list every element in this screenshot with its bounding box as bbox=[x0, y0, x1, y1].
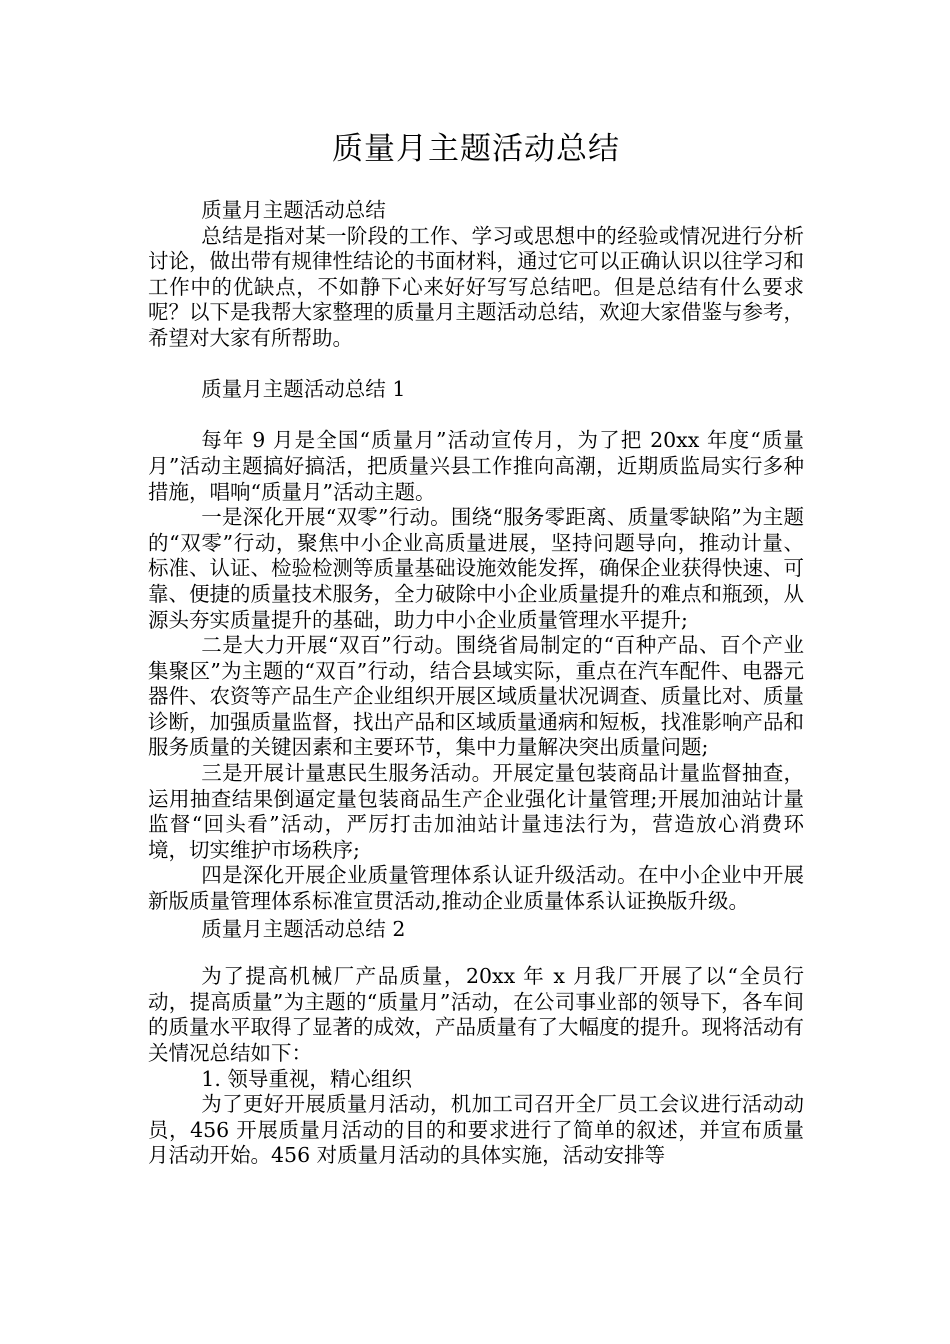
section1-paragraph-4: 三是开展计量惠民生服务活动。开展定量包装商品计量监督抽查，运用抽查结果倒逼定量包装商品生产企业强化计量管理;开展加油站计量监督“回头看”活动，严厉打击加油站计量违法行为，营造放心消费环境，切实维护市场秩序; bbox=[148, 761, 804, 862]
section2-paragraph-1: 为了提高机械厂产品质量，20xx 年 x 月我厂开展了以“全员行动，提高质量”为主题的“质量月”活动，在公司事业部的领导下，各车间的质量水平取得了显著的成效，产品质量有了大幅度的提升。现将活动有关情况总结如下： bbox=[148, 964, 804, 1065]
section1-heading: 质量月主题活动总结 1 bbox=[201, 377, 406, 402]
intro-heading: 质量月主题活动总结 bbox=[201, 198, 386, 222]
section1-paragraph-2: 一是深化开展“双零”行动。围绕“服务零距离、质量零缺陷”为主题的“双零”行动，聚焦中小企业高质量进展，坚持问题导向，推动计量、标准、认证、检验检测等质量基础设施效能发挥，确保企业获得快速、可靠、便捷的质量技术服务，全力破除中小企业质量提升的难点和瓶颈，从源头夯实质量提升的基础，助力中小企业质量管理水平提升; bbox=[148, 505, 804, 632]
document-page bbox=[148, 126, 804, 1169]
document-title: 质量月主题活动总结 bbox=[332, 131, 620, 167]
section1-paragraph-5: 四是深化开展企业质量管理体系认证升级活动。在中小企业中开展新版质量管理体系标准宣贯活动,推动企业质量体系认证换版升级。 bbox=[148, 863, 804, 914]
section1-paragraph-1: 每年 9 月是全国“质量月”活动宣传月，为了把 20xx 年度“质量月”活动主题搞好搞活，把质量兴县工作推向高潮，近期质监局实行多种措施，唱响“质量月”活动主题。 bbox=[148, 428, 804, 504]
section2-heading: 质量月主题活动总结 2 bbox=[201, 916, 406, 941]
section2-paragraph-2: 为了更好开展质量月活动，机加工司召开全厂员工会议进行活动动员，456 开展质量月活动的目的和要求进行了简单的叙述，并宣布质量月活动开始。456 对质量月活动的具体实施，活动安排等 bbox=[148, 1092, 804, 1168]
section1-paragraph-3: 二是大力开展“双百”行动。围绕省局制定的“百种产品、百个产业集聚区”为主题的“双百”行动，结合县域实际，重点在汽车配件、电器元器件、农资等产品生产企业组织开展区域质量状况调查、质量比对、质量诊断，加强质量监督，找出产品和区域质量通病和短板，找准影响产品和服务质量的关键因素和主要环节，集中力量解决突出质量问题; bbox=[148, 633, 804, 760]
section2-item-1: 1. 领导重视，精心组织 bbox=[201, 1066, 412, 1091]
intro-paragraph: 总结是指对某一阶段的工作、学习或思想中的经验或情况进行分析讨论，做出带有规律性结论的书面材料，通过它可以正确认识以往学习和工作中的优缺点，不如静下心来好好写写总结吧。但是总结有什么要求呢？以下是我帮大家整理的质量月主题活动总结，欢迎大家借鉴与参考，希望对大家有所帮助。 bbox=[148, 223, 804, 350]
